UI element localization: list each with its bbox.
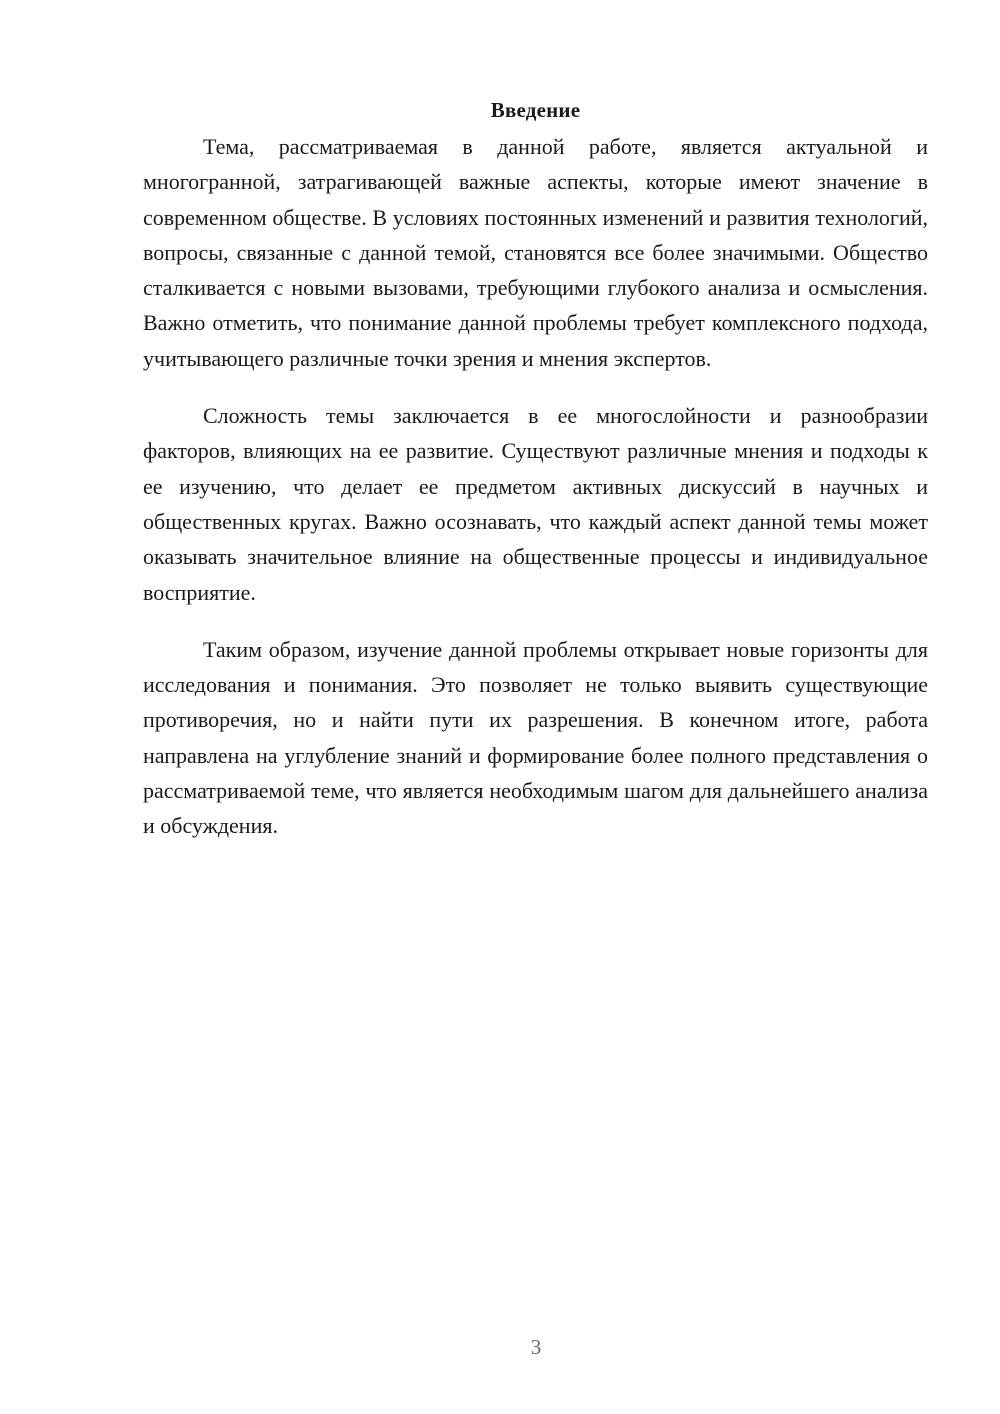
paragraph-1: Тема, рассматриваемая в данной работе, является актуальной и многогранной, затрагивающей важные аспекты, которые имеют значение в современном обществе. В условиях постоянных изменений и развития технологий, вопросы, связанные с данной темой, становятся все более значимыми. Общество сталкивается с новыми вызовами, требующими глубокого анализа и осмысления. Важно отметить, что понимание данной проблемы требует комплексного подхода, учитывающего различные точки зрения и мнения экспертов. [143,134,928,371]
paragraph-2: Сложность темы заключается в ее многослойности и разнообразии факторов, влияющих на ее развитие. Существуют различные мнения и подходы к ее изучению, что делает ее предметом активных дискуссий в научных и общественных кругах. Важно осознавать, что каждый аспект данной темы может оказывать значительное влияние на общественные процессы и индивидуальное восприятие. [143,403,928,605]
paragraph-3: Таким образом, изучение данной проблемы открывает новые горизонты для исследования и понимания. Это позволяет не только выявить существующие противоречия, но и найти пути их разрешения. В конечном итоге, работа направлена на углубление знаний и формирование более полного представления о рассматриваемой теме, что является необходимым шагом для дальнейшего анализа и обсуждения. [143,636,928,839]
page-number: 3 [530,1335,542,1359]
section-heading: Введение [490,98,581,122]
page-content [143,95,928,866]
